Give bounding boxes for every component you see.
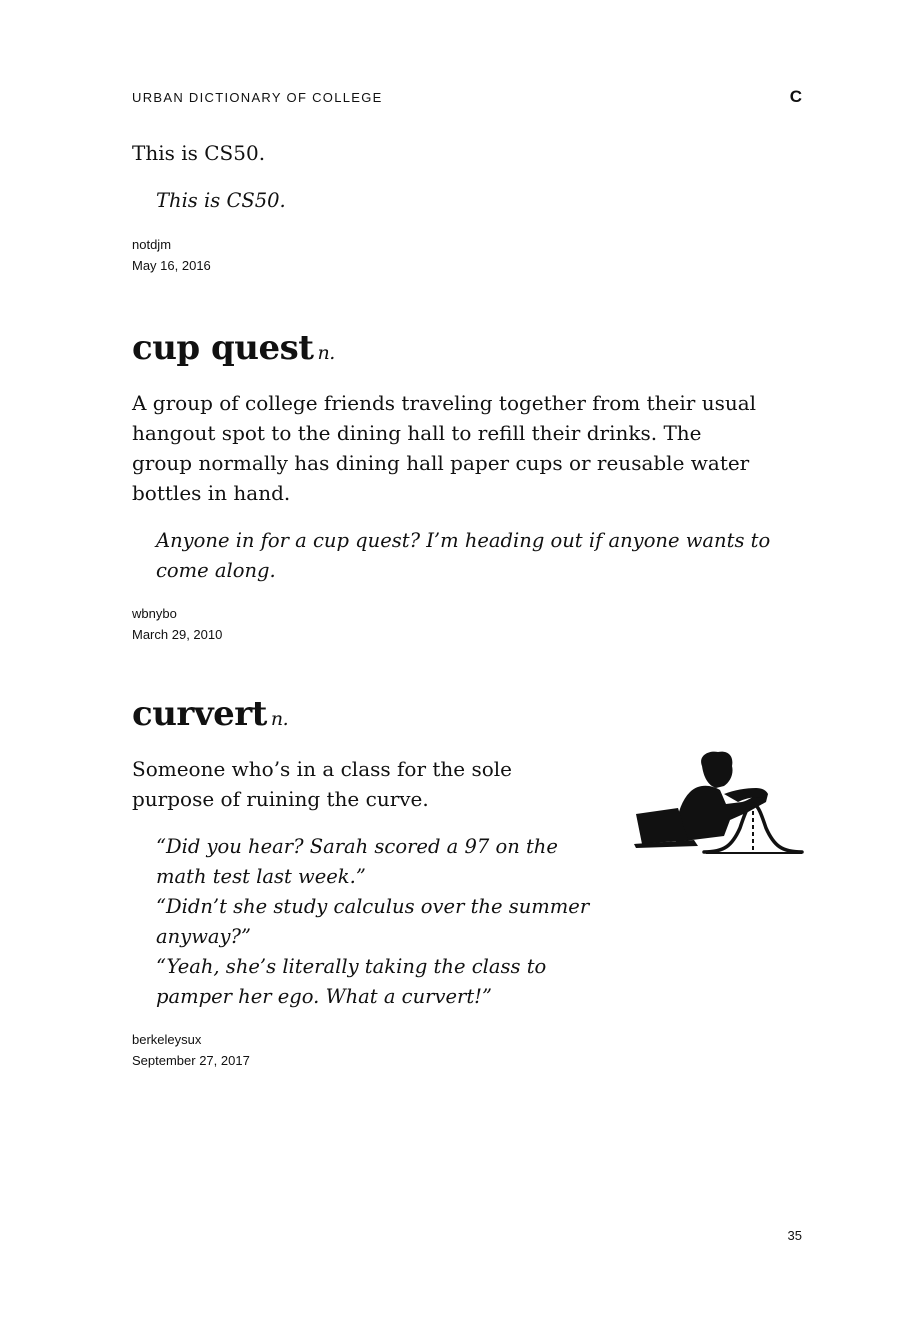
- entry-date: September 27, 2017: [132, 1053, 250, 1068]
- entry-example: Anyone in for a cup quest? I’m heading out if anyone wants to come along.: [156, 529, 771, 582]
- entry-cup-quest: [132, 328, 802, 645]
- entry-headword: [132, 694, 802, 739]
- part-of-speech: n.: [270, 708, 289, 730]
- example-line: “Didn’t she study calculus over the summer anyway?”: [156, 895, 590, 948]
- entry-author: berkeleysux: [132, 1032, 202, 1047]
- entry-cs50: [132, 138, 792, 276]
- entry-author: notdjm: [132, 237, 172, 252]
- page-number: 35: [787, 1228, 802, 1243]
- entry-definition: Someone who’s in a class for the sole purpose of ruining the curve.: [132, 757, 513, 811]
- headword-text: cup quest: [132, 328, 314, 368]
- entry-definition: A group of college friends traveling together from their usual hangout spot to the dining hall to refill their drinks. The group normally has dining hall paper cups or reusable water bottles in hand.: [132, 391, 757, 505]
- part-of-speech: n.: [317, 342, 335, 364]
- student-bell-curve-icon: [632, 748, 804, 856]
- section-letter: C: [789, 87, 802, 106]
- headword-text: curvert: [132, 694, 267, 734]
- entry-example: This is CS50.: [156, 189, 286, 212]
- example-line: “Yeah, she’s literally taking the class to pamper her ego. What a curvert!”: [156, 955, 547, 1008]
- entry-headword: [132, 328, 802, 373]
- entry-author: wbnybo: [132, 606, 177, 621]
- running-title: URBAN DICTIONARY OF COLLEGE: [132, 89, 383, 105]
- entry-date: March 29, 2010: [132, 627, 223, 642]
- entry-date: May 16, 2016: [132, 258, 211, 273]
- running-head: [132, 87, 802, 107]
- example-line: “Did you hear? Sarah scored a 97 on the math test last week.”: [156, 835, 558, 888]
- entry-example: [132, 832, 592, 1012]
- entry-definition: This is CS50.: [132, 141, 266, 165]
